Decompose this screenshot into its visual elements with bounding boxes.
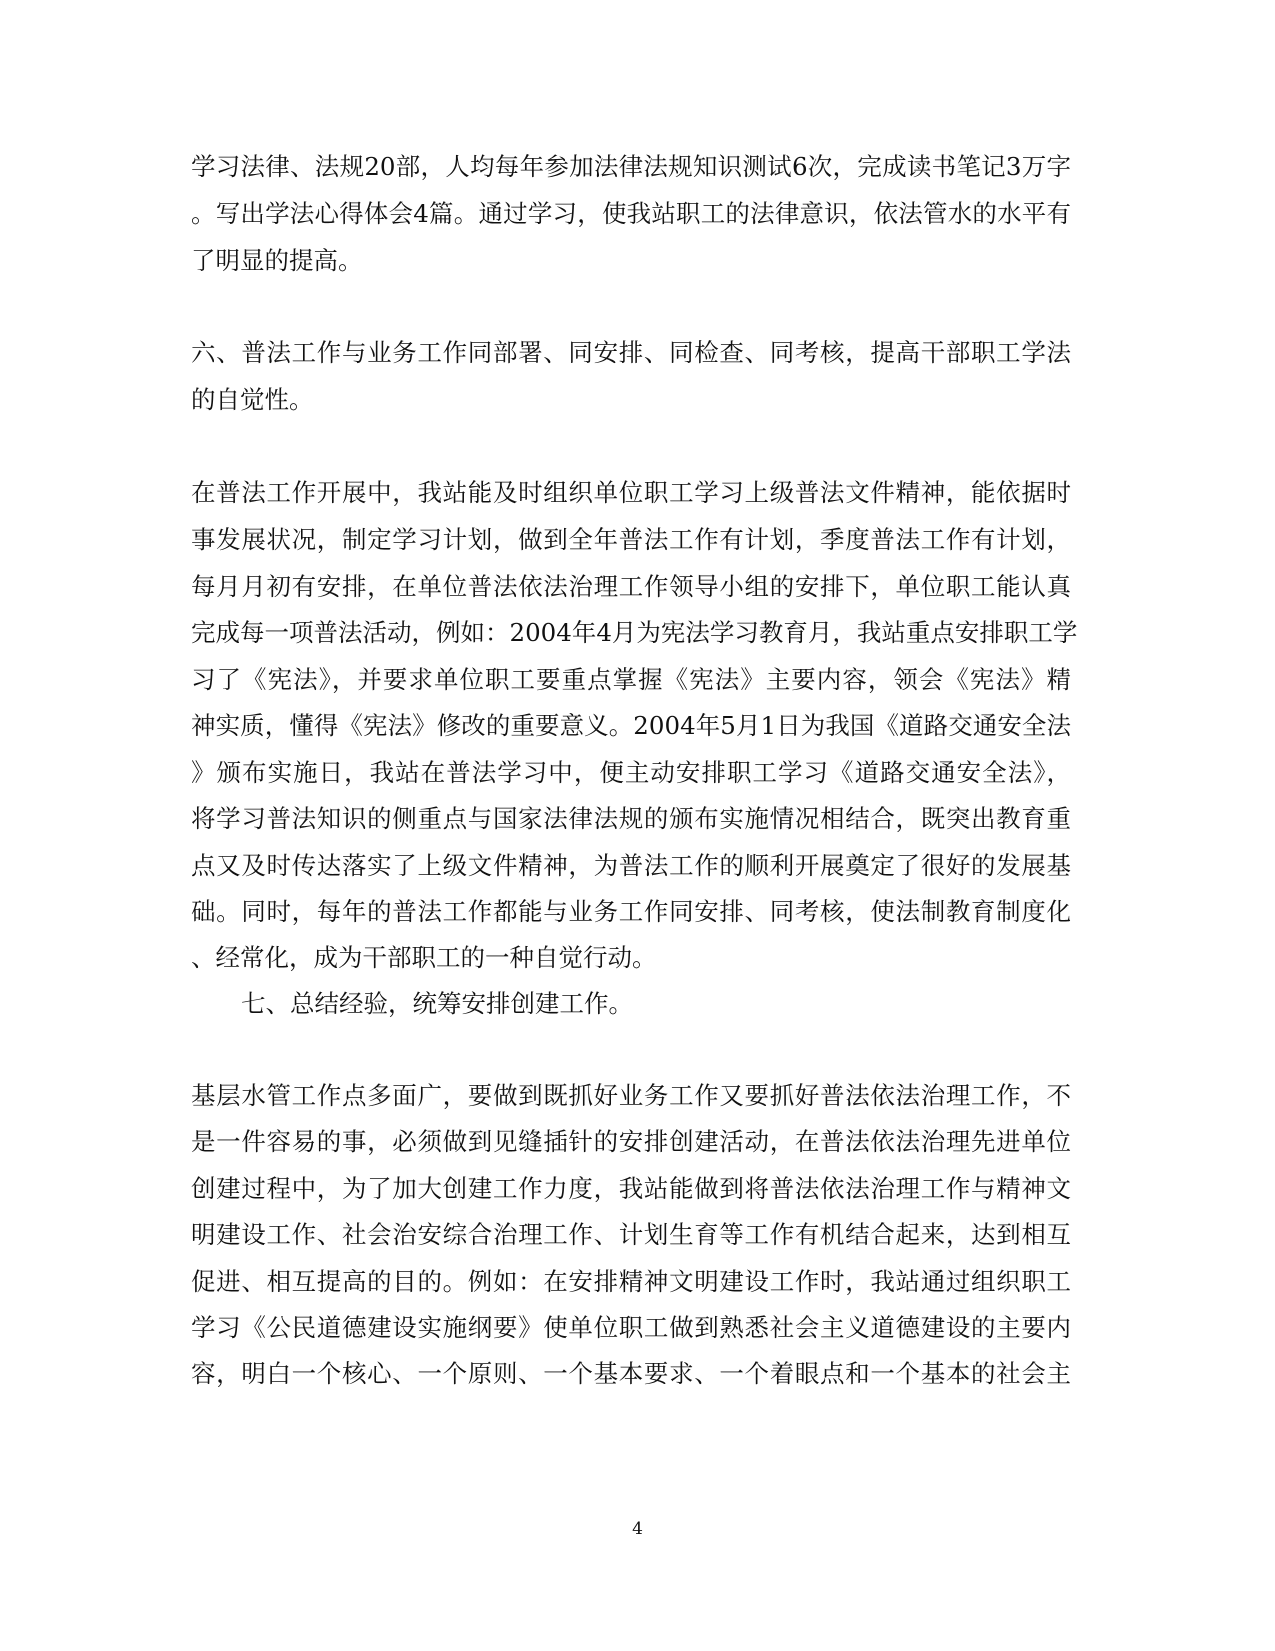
text-line: 了明显的提高。 bbox=[191, 246, 363, 275]
section-heading: 六、普法工作与业务工作同部署、同安排、同检查、同考核，提高干部职工学法 bbox=[191, 338, 1071, 367]
text-line: 每月月初有安排，在单位普法依法治理工作领导小组的安排下，单位职工能认真 bbox=[191, 572, 1071, 601]
text-line: 神实质，懂得《宪法》修改的重要意义。2004年5月1日为我国《道路交通安全法 bbox=[191, 711, 1071, 740]
text-line: 学习法律、法规20部，人均每年参加法律法规知识测试6次，完成读书笔记3万字 bbox=[191, 152, 1071, 181]
text-line: 础。同时，每年的普法工作都能与业务工作同安排、同考核，使法制教育制度化 bbox=[191, 897, 1071, 926]
text-line: 将学习普法知识的侧重点与国家法律法规的颁布实施情况相结合，既突出教育重 bbox=[191, 804, 1071, 833]
section-heading: 七、总结经验，统筹安排创建工作。 bbox=[241, 989, 633, 1018]
text-line: 》颁布实施日，我站在普法学习中，便主动安排职工学习《道路交通安全法》， bbox=[191, 758, 1071, 787]
text-line: 点又及时传达落实了上级文件精神，为普法工作的顺利开展奠定了很好的发展基 bbox=[191, 851, 1071, 880]
text-line: 容，明白一个核心、一个原则、一个基本要求、一个着眼点和一个基本的社会主 bbox=[191, 1359, 1071, 1388]
text-line: 。写出学法心得体会4篇。通过学习，使我站职工的法律意识，依法管水的水平有 bbox=[191, 199, 1071, 228]
text-line: 创建过程中，为了加大创建工作力度，我站能做到将普法依法治理工作与精神文 bbox=[191, 1174, 1071, 1203]
text-line: 在普法工作开展中，我站能及时组织单位职工学习上级普法文件精神，能依据时 bbox=[191, 478, 1071, 507]
text-line: 促进、相互提高的目的。例如：在安排精神文明建设工作时，我站通过组织职工 bbox=[191, 1267, 1071, 1296]
text-line: 事发展状况，制定学习计划，做到全年普法工作有计划，季度普法工作有计划， bbox=[191, 525, 1071, 554]
text-line: 基层水管工作点多面广，要做到既抓好业务工作又要抓好普法依法治理工作，不 bbox=[191, 1081, 1071, 1110]
text-line: 学习《公民道德建设实施纲要》使单位职工做到熟悉社会主义道德建设的主要内 bbox=[191, 1313, 1071, 1342]
text-line: 、经常化，成为干部职工的一种自觉行动。 bbox=[191, 943, 657, 972]
text-line: 明建设工作、社会治安综合治理工作、计划生育等工作有机结合起来，达到相互 bbox=[191, 1220, 1071, 1249]
text-line: 是一件容易的事，必须做到见缝插针的安排创建活动，在普法依法治理先进单位 bbox=[191, 1127, 1071, 1156]
text-line: 完成每一项普法活动，例如：2004年4月为宪法学习教育月，我站重点安排职工学 bbox=[191, 618, 1078, 647]
page-number: 4 bbox=[632, 1519, 643, 1539]
section-heading: 的自觉性。 bbox=[191, 385, 314, 414]
text-line: 习了《宪法》，并要求单位职工要重点掌握《宪法》主要内容，领会《宪法》精 bbox=[191, 665, 1071, 694]
